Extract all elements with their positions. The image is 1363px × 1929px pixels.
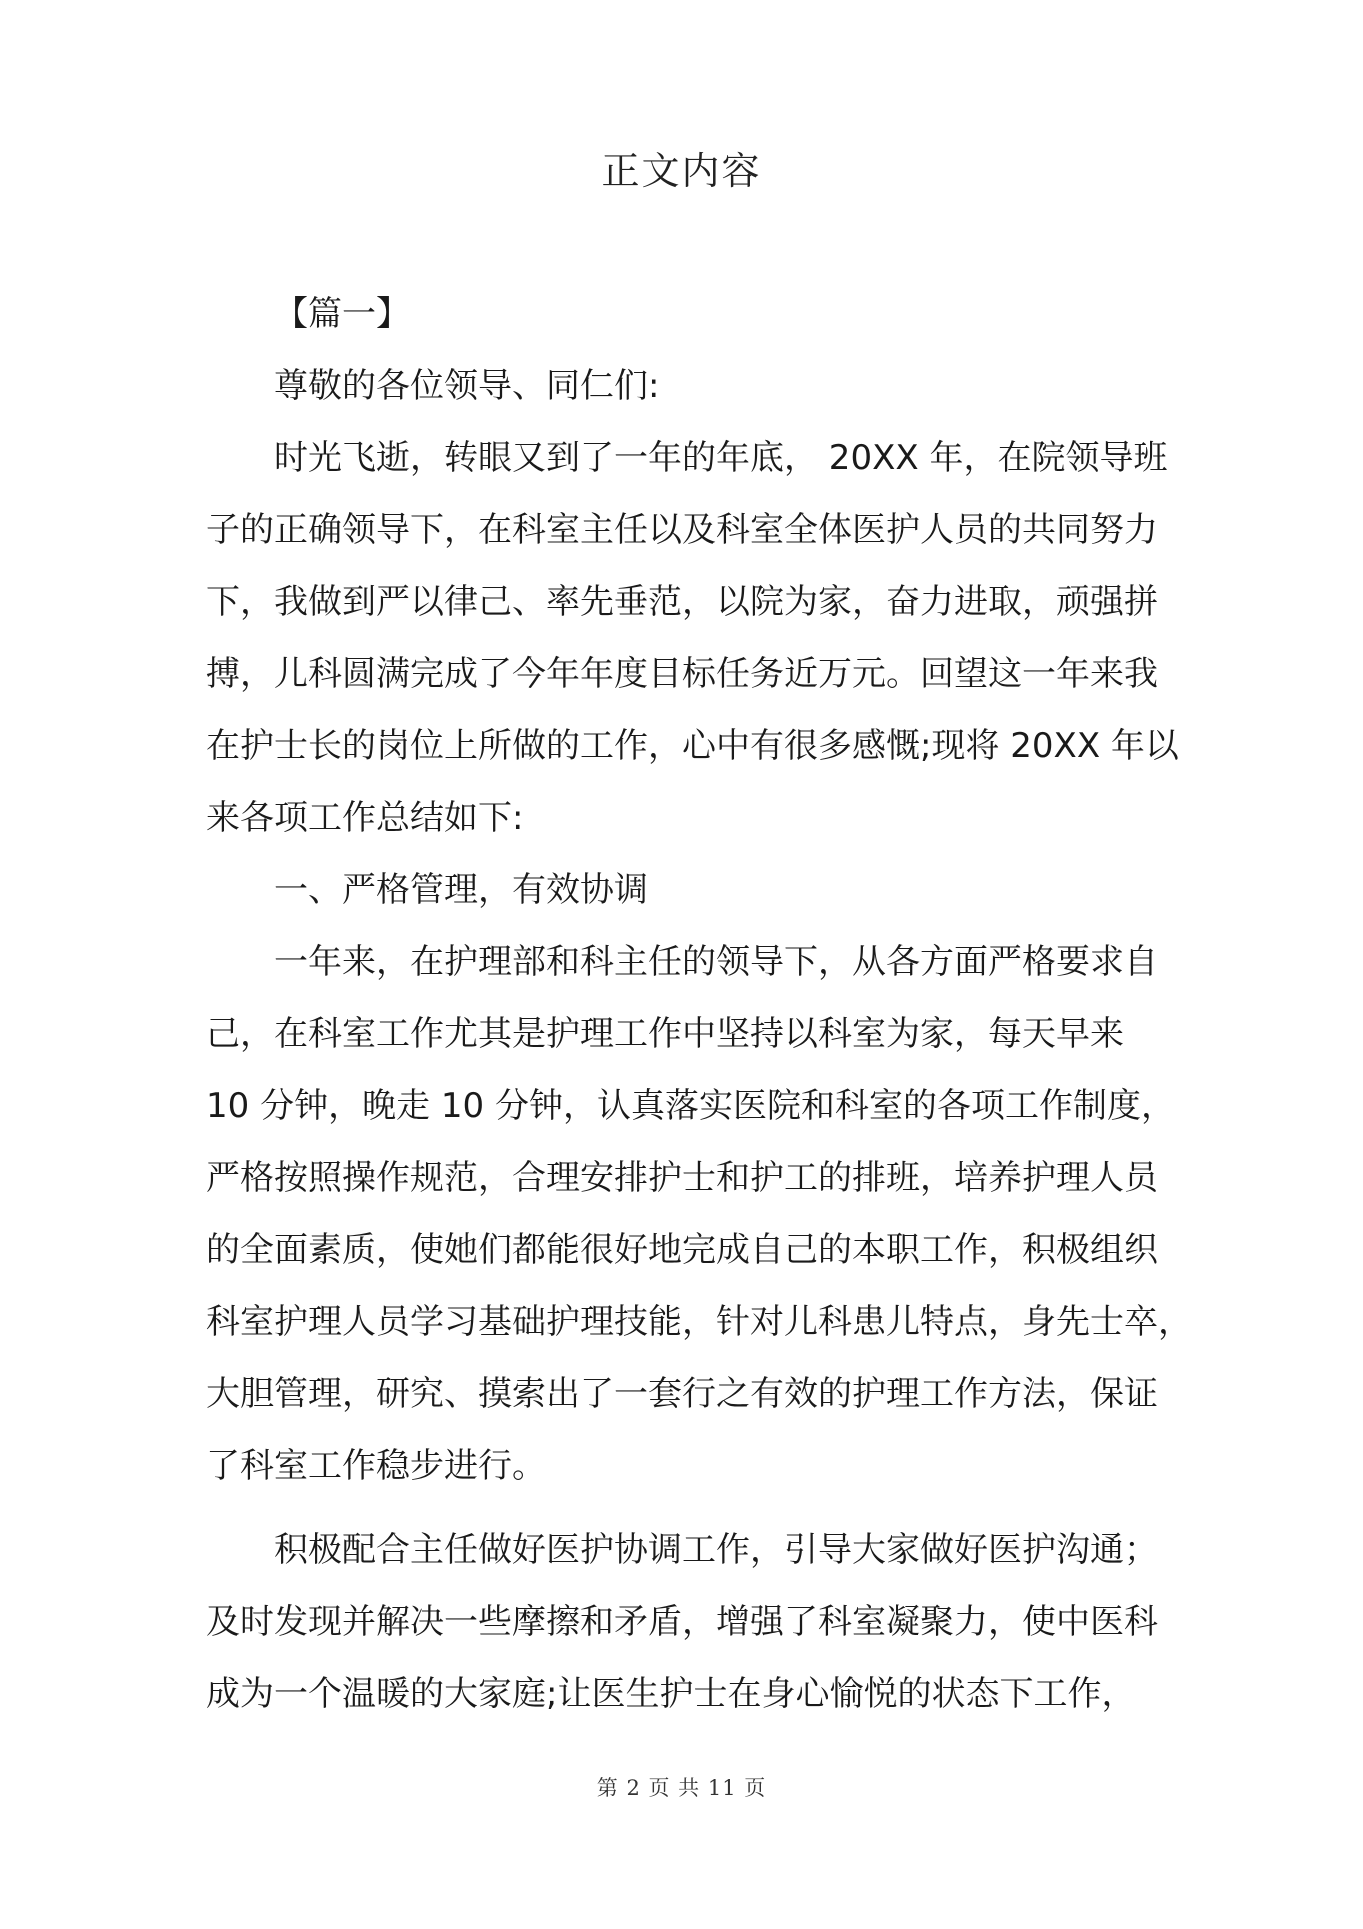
paragraph-line: 大胆管理，研究、摸索出了一套行之有效的护理工作方法，保证 [206,1374,1158,1414]
paragraph-line: 己，在科室工作尤其是护理工作中坚持以科室为家，每天早来 [206,1014,1124,1054]
paragraph-line: 来各项工作总结如下: [206,798,524,838]
section-heading: 【篇一】 [274,294,410,334]
paragraph-line: 科室护理人员学习基础护理技能，针对儿科患儿特点，身先士卒， [206,1302,1192,1342]
subsection-heading: 一、严格管理，有效协调 [274,870,648,910]
paragraph-line: 及时发现并解决一些摩擦和矛盾，增强了科室凝聚力，使中医科 [206,1602,1158,1642]
paragraph-line: 的全面素质，使她们都能很好地完成自己的本职工作，积极组织 [206,1230,1158,1270]
paragraph-line: 一年来，在护理部和科主任的领导下，从各方面严格要求自 [274,942,1158,982]
paragraph-line: 搏，儿科圆满完成了今年年度目标任务近万元。回望这一年来我 [206,654,1158,694]
document-body [206,278,1192,1730]
paragraph-line: 积极配合主任做好医护协调工作，引导大家做好医护沟通； [274,1530,1158,1570]
salutation: 尊敬的各位领导、同仁们: [274,366,660,406]
paragraph-line: 在护士长的岗位上所做的工作，心中有很多感慨;现将 20XX 年以 [206,726,1179,766]
paragraph-line: 时光飞逝，转眼又到了一年的年底， 20XX 年，在院领导班 [274,438,1168,478]
paragraph-line: 下，我做到严以律己、率先垂范，以院为家，奋力进取，顽强拼 [206,582,1158,622]
document-title: 正文内容 [601,149,762,193]
paragraph-line: 子的正确领导下，在科室主任以及科室全体医护人员的共同努力 [206,510,1158,550]
paragraph-line: 10 分钟，晚走 10 分钟，认真落实医院和科室的各项工作制度， [206,1086,1175,1126]
page-number-footer: 第 2 页 共 11 页 [596,1776,767,1800]
paragraph-line: 成为一个温暖的大家庭;让医生护士在身心愉悦的状态下工作， [206,1674,1136,1714]
paragraph-line: 严格按照操作规范，合理安排护士和护工的排班，培养护理人员 [206,1158,1158,1198]
paragraph-line: 了科室工作稳步进行。 [206,1446,546,1486]
